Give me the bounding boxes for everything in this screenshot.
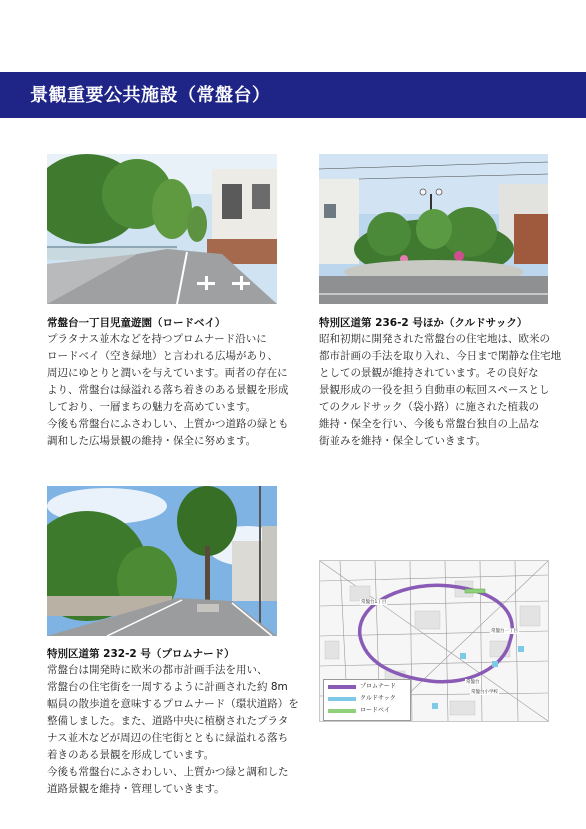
- map-label-culdesac: 常盤台一丁目: [491, 629, 518, 634]
- text-line: しており、一層まちの魅力を高めています。: [47, 401, 257, 413]
- text-line: としての景観が維持されています。その良好な: [319, 367, 539, 379]
- photo-promenade: [47, 486, 277, 636]
- legend-promenade: [328, 682, 396, 692]
- text-line: 今後も常盤台にふさわしい、上質かつ緑と調和した: [47, 766, 289, 778]
- section-promenade-body: [47, 662, 299, 798]
- text-line: 都市計画の手法を取り入れ、今日まで閑静な住宅地: [319, 350, 562, 362]
- section-roadbay-body: [47, 331, 289, 450]
- text-line: てのクルドサック（袋小路）に施された植栽の: [319, 401, 539, 413]
- text-line: 街並みを維持・保全していきます。: [319, 435, 487, 447]
- photo-roadbay-park: [47, 154, 277, 304]
- map-label-school: 常盤台小学校: [471, 690, 498, 695]
- text-line: 調和した広場景観の維持・保全に努めます。: [47, 435, 257, 447]
- text-line: ナス並木などが周辺の住宅街とともに緑溢れる落ち: [47, 732, 289, 744]
- text-line: 整備しました。また、道路中央に植樹されたプラタ: [47, 715, 289, 727]
- text-line: 維持・保全を行い、今後も常盤台独自の上品な: [319, 418, 540, 430]
- legend-roadbay: [328, 706, 390, 716]
- area-map: [319, 560, 549, 722]
- text-line: 常盤台は開発時に欧米の都市計画手法を用い、: [47, 664, 268, 676]
- header-bar: [0, 72, 586, 118]
- text-line: 周辺にゆとりと潤いを与えています。両者の存在に: [47, 367, 288, 379]
- text-line: ロードベイ（空き緑地）と言われる広場があり、: [47, 350, 278, 362]
- photo-culdesac: [319, 154, 548, 304]
- section-culdesac-body: [319, 331, 561, 450]
- text-line: 道路景観を維持・管理していきます。: [47, 783, 225, 795]
- section-culdesac-title: 特別区道第 236-2 号ほか（クルドサック）: [319, 317, 528, 329]
- text-line: プラタナス並木などを持つプロムナード沿いに: [47, 333, 267, 345]
- section-promenade-title: 特別区道第 232-2 号（プロムナード）: [47, 648, 235, 660]
- text-line: 着きのある景観を形成しています。: [47, 749, 215, 761]
- legend-label-roadbay: ロードベイ: [360, 707, 391, 714]
- text-line: 今後も常盤台にふさわしい、上質かつ道路の緑とも: [47, 418, 289, 430]
- legend-swatch-promenade: [328, 685, 356, 689]
- legend-culdesac: [328, 694, 396, 704]
- text-line: より、常盤台は緑溢れる落ち着きのある景観を形成: [47, 384, 289, 396]
- legend-swatch-culdesac: [328, 697, 356, 701]
- text-line: 幅員の散歩道を意味するプロムナード（環状道路）を: [47, 698, 299, 710]
- map-label-station: 常盤台: [466, 680, 480, 685]
- legend-label-promenade: プロムナード: [360, 683, 396, 690]
- map-legend: [323, 679, 411, 721]
- legend-label-culdesac: クルドサック: [360, 695, 396, 702]
- text-line: 昭和初期に開発された常盤台の住宅地は、欧米の: [319, 333, 550, 345]
- section-roadbay-title: 常盤台一丁目児童遊園（ロードベイ）: [47, 317, 226, 329]
- text-line: 景観形成の一役を担う自動車の転回スペースとし: [319, 384, 550, 396]
- page-title: 景観重要公共施設（常盤台）: [30, 85, 271, 106]
- map-label-park: 常盤台1丁目: [361, 600, 387, 605]
- text-line: 常盤台の住宅街を一周するように計画された約 8m: [47, 681, 288, 693]
- legend-swatch-roadbay: [328, 709, 356, 713]
